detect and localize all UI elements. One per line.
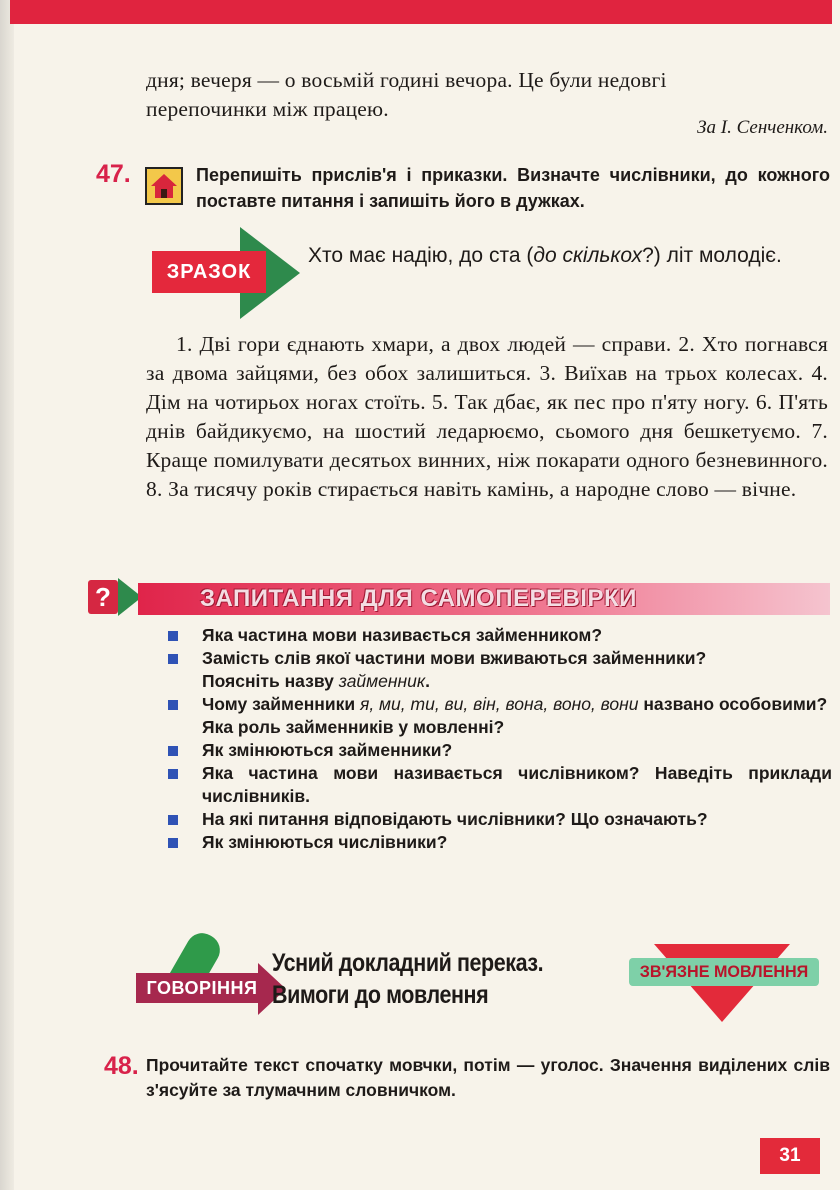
question-text: Як змінюються числівники?: [202, 832, 448, 852]
continuation-line-1: дня; вечеря — о восьмій годині вечора. Це були недовгі: [146, 68, 667, 92]
bullet-icon: [168, 700, 178, 710]
question-text: Яка роль займенників у мовленні?: [202, 717, 505, 737]
connected-speech-badge: [624, 944, 830, 1024]
question-text: На які питання відповідають числівники? Що означають?: [202, 809, 708, 829]
speaking-title: [272, 947, 543, 1011]
sample-badge: [152, 227, 300, 319]
questions-title: ЗАПИТАННЯ ДЛЯ САМОПЕРЕВІРКИ: [200, 585, 637, 612]
continuation-line-2: перепочинки між працею.: [146, 97, 389, 121]
question-text-after: названо особовими?: [638, 694, 828, 714]
bullet-icon: [168, 631, 178, 641]
question-text: Яка частина мови називається займенником?: [202, 625, 603, 645]
question-text: Як змінюються займенники?: [202, 740, 453, 760]
question-italic: займенник: [338, 671, 426, 691]
exercise-48-number: 48.: [104, 1052, 139, 1080]
exercise-48-task: Прочитайте текст спочатку мовчки, потім — уголос. Значення виділених слів з'ясуйте за тлумачним словничком.: [146, 1055, 830, 1100]
question-item: [168, 716, 832, 739]
questions-list: [168, 624, 832, 854]
question-text-after: .: [425, 671, 431, 691]
bullet-icon: [168, 654, 178, 664]
continuation-paragraph: [146, 66, 828, 124]
speaking-title-line-2: Вимоги до мовлення: [272, 981, 489, 1009]
questions-banner: [88, 580, 830, 618]
exercise-47-text: [146, 330, 828, 504]
question-text: Чому займенники: [202, 694, 360, 714]
source-attribution: За І. Сенченком.: [697, 117, 828, 138]
exercise-47-number: 47.: [96, 160, 131, 188]
question-item: [168, 808, 832, 831]
question-item: [168, 693, 832, 716]
sample-text-after: ?) літ молодіє.: [642, 244, 782, 267]
question-italic: я, ми, ти, ви, він, вона, воно, вони: [359, 694, 639, 714]
bullet-icon: [168, 815, 178, 825]
sample-text-italic: до скількох: [533, 244, 643, 267]
question-item: [168, 831, 832, 854]
sample-label: ЗРАЗОК: [152, 251, 266, 293]
bullet-icon: [168, 838, 178, 848]
proverbs-text: 1. Дві гори єднають хмари, а двох людей — справи. 2. Хто погнався за двома зайцями, без обох залишиться. 3. Виїхав на трьох колесах. 4. Дім на чотирьох ногах стоїть. 5. Так дбає, як пес про п'яту ногу. 6. П'ять днів байдикуємо, на шостий ледарюємо, сьомого дня бешкетуємо. 7. Краще помилувати десятьох винних, ніж покарати одного безневинного. 8. За тисячу років стирається навіть камінь, а народне слово — вічне.: [146, 332, 828, 501]
question-item: [168, 762, 832, 808]
question-item: [168, 739, 832, 762]
page-number: 31: [760, 1138, 820, 1174]
question-text: Яка частина мови називається числівником? Наведіть приклади числівників.: [202, 763, 832, 806]
house-icon: [145, 167, 183, 205]
bullet-icon: [168, 746, 178, 756]
exercise-47-task: Перепишіть прислів'я і приказки. Визначте числівники, до кожного поставте питання і запишіть його в дужках.: [196, 165, 830, 211]
sample-text: [308, 241, 824, 270]
top-color-bar: [10, 0, 832, 24]
connected-speech-label: ЗВ'ЯЗНЕ МОВЛЕННЯ: [629, 958, 819, 986]
speaking-title-line-1: Усний докладний переказ.: [272, 949, 544, 977]
question-item: [168, 670, 832, 693]
sample-text-before: Хто має надію, до ста (: [308, 244, 534, 267]
question-item: [168, 647, 832, 670]
question-item: [168, 624, 832, 647]
page-edge: [0, 0, 14, 1190]
question-text: Поясніть назву: [202, 671, 339, 691]
speaking-block: [136, 925, 596, 1025]
bullet-icon: [168, 769, 178, 779]
speaking-label: ГОВОРІННЯ: [136, 973, 268, 1003]
question-text: Замість слів якої частини мови вживаються займенники?: [202, 648, 707, 668]
question-icon: ?: [88, 580, 118, 614]
